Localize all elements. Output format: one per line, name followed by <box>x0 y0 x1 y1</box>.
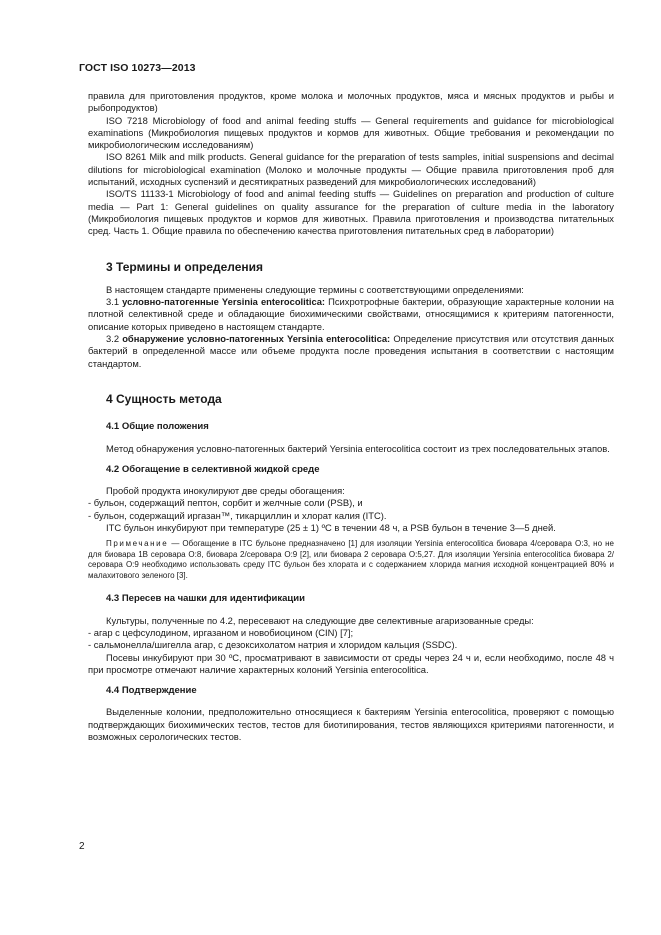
section-4-1-text: Метод обнаружения условно-патогенных бактерий Yersinia enterocolitica состоит из трех последовательных этапов. <box>106 442 610 454</box>
section-4-4-heading: 4.4 Подтверждение <box>106 685 197 697</box>
section-4-1-heading: 4.1 Общие положения <box>106 421 209 433</box>
section-3-heading: 3 Термины и определения <box>106 259 264 274</box>
section-4-3-line-1: Культуры, полученные по 4.2, пересевают на следующие две селективные агаризованные среды: <box>106 614 534 626</box>
reference-iso-ts-11133: ISO/TS 11133-1 Microbiology of food and animal feeding stuffs — Guidelines on preparation and production of culture media — Part 1: General guidelines on quality assurance for the preparation of culture media in the laboratory (Микробиология пищевых продуктов и кормов для животных. Правила приготовления и производства питательных сред. Часть 1. Общие правила по обеспечению качества приготовления питательных сред в лаборатории) <box>88 188 614 237</box>
paragraph-continuation: правила для приготовления продуктов, кроме молока и молочных продуктов, мяса и мясных продуктов и рыбы и рыбопродуктов) <box>88 90 614 114</box>
section-4-4-text: Выделенные колонии, предположительно относящиеся к бактериям Yersinia enterocolitica, проверяют с помощью подтверждающих биохимических тестов, тестов для биотипирования, тестов являющихся критериями патогенности, и возможных серологических тестов. <box>88 706 614 742</box>
document-header: ГОСТ ISO 10273—2013 <box>79 62 196 74</box>
note-label: Примечание <box>106 539 169 549</box>
term-3-2-term: обнаружение условно-патогенных Yersinia enterocolitica: <box>122 333 391 345</box>
section-4-3-line-4: Посевы инкубируют при 30 ºС, просматривают в зависимости от среды через 24 ч и, если необходимо, после 48 ч при просмотре отмечают наличие характерных колоний Yersinia enterocolitica. <box>88 651 614 675</box>
term-3-1-definition: Психротрофные бактерии, образующие характерные колонии на плотной селективной среде и обладающие биохимическими свойствами, относящимися к критериям патогенности, описание которых приведено в настоящем стандарте. <box>88 296 614 332</box>
section-4-2-line-4: ITC бульон инкубируют при температуре (25 ± 1) ºС в течении 48 ч, а PSB бульон в течение 3—5 дней. <box>106 522 556 534</box>
section-4-3-line-3: - сальмонелла/шигелла агар, с дезоксихолатом натрия и хлоридом кальция (SSDC). <box>88 639 458 651</box>
section-4-2-line-2: - бульон, содержащий пептон, сорбит и желчные соли (PSB), и <box>88 497 363 509</box>
term-3-1-term: условно-патогенные Yersinia enterocolitica: <box>122 296 326 308</box>
section-4-3-heading: 4.3 Пересев на чашки для идентификации <box>106 593 305 605</box>
section-4-2-heading: 4.2 Обогащение в селективной жидкой среде <box>106 463 320 475</box>
section-4-3-line-2: - агар с цефсулодином, иргазаном и новобиоцином (CIN) [7]; <box>88 626 354 638</box>
term-3-2-definition: Определение присутствия или отсутствия данных бактерий в определенной массе или объеме продукта после проведения испытания в соответствии с настоящим стандартом. <box>88 333 614 369</box>
section-4-heading: 4 Сущность метода <box>106 391 222 406</box>
term-3-2-number: 3.2 <box>106 333 120 345</box>
reference-iso-7218: ISO 7218 Microbiology of food and animal feeding stuffs — General requirements and guidance for microbiological examinations (Микробиология пищевых продуктов и кормов для животных. Общие требования и рекомендации по микробиологическим исследованиям) <box>88 114 614 151</box>
note-4-2 <box>88 539 614 581</box>
reference-iso-8261: ISO 8261 Milk and milk products. General guidance for the preparation of tests samples, initial suspensions and decimal dilutions for microbiological examination (Молоко и молочные продукты — Общие правила приготовления проб для испытаний, исходных суспензий и десятикратных разведений для микробиологических исследований) <box>88 151 614 188</box>
section-4-2-line-3: - бульон, содержащий иргазан™, тикарциллин и хлорат калия (ITC). <box>88 509 387 521</box>
page-number: 2 <box>79 841 85 852</box>
term-3-1-number: 3.1 <box>106 296 120 308</box>
section-3-intro: В настоящем стандарте применены следующие термины с соответствующими определениями: <box>106 283 524 295</box>
note-text: — Обогащение в ITC бульоне предназначено [1] для изоляции Yersinia enterocolitica биовара 4/серовара O:3, но не для биовара 1В серовара O:8, биовара 2/серовара O:9 [2], или биовара 2 серовара O:5,27. Для изоляции Yersinia enterocolitica биовара 2/серовара O:9 необходимо использовать среду ITC бульон без хлората и с содержанием хлорида магния исходной концентрацией 80% и малахитового зеленого [3]. <box>88 539 614 580</box>
section-4-2-line-1: Пробой продукта инокулируют две среды обогащения: <box>106 485 345 497</box>
term-3-1 <box>88 296 614 333</box>
term-3-2 <box>88 333 614 370</box>
document-body <box>88 90 614 743</box>
